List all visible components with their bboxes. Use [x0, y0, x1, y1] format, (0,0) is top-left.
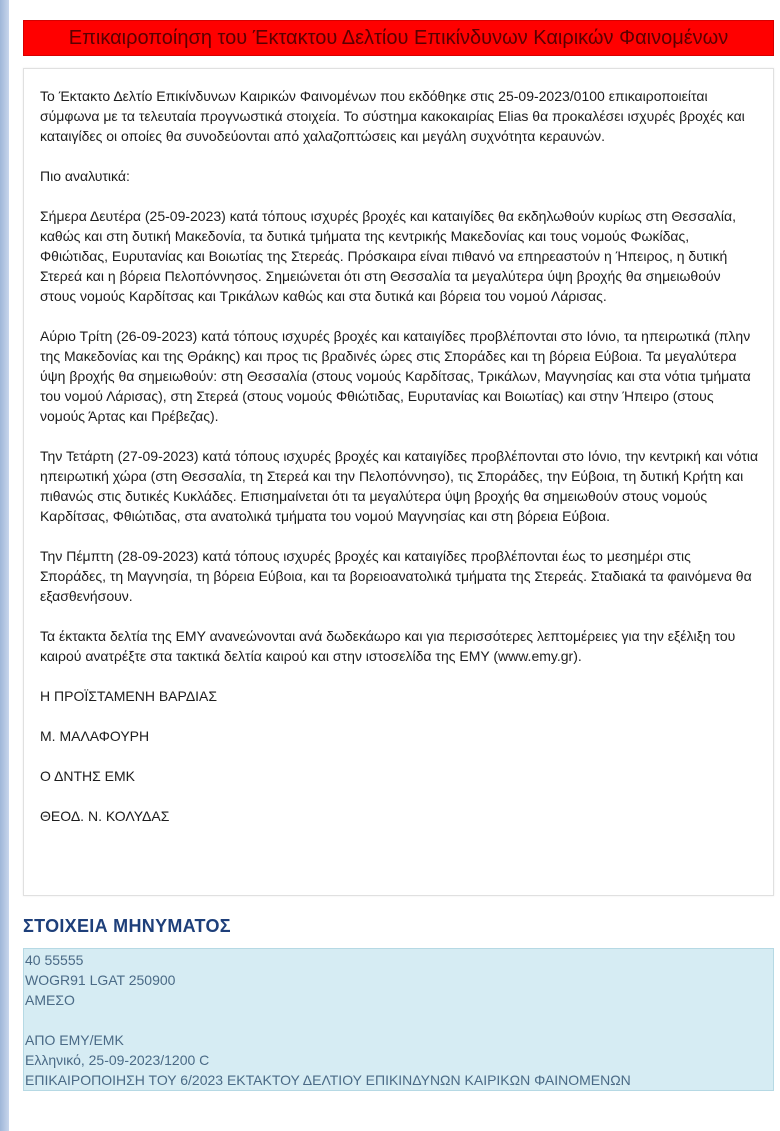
bulletin-paragraph: Την Τετάρτη (27-09-2023) κατά τόπους ισχυρές βροχές και καταιγίδες προβλέπονται στο Ιόνιο, την κεντρική και νότια ηπειρωτική χώρα (στη Θεσσαλία, τη Στερεά και την Πελοπόννησο), τις Σποράδες, την Εύβοια, τη δυτική Κρήτη και πιθανώς στις δυτικές Κυκλάδες. Επισημαίνεται ότι τα μεγαλύτερα ύψη βροχής θα σημειωθούν στους νομούς Καρδίτσας, Φθιώτιδας, στα ανατολικά τμήματα του νομού Μαγνησίας και στη βόρεια Εύβοια.	[40, 448, 759, 524]
left-edge-strip	[0, 0, 9, 1131]
bulletin-paragraph: Πιο αναλυτικά:	[40, 168, 130, 184]
message-line: WOGR91 LGAT 250900	[25, 972, 176, 988]
bulletin-paragraph: Το Έκτακτο Δελτίο Επικίνδυνων Καιρικών Φαινομένων που εκδόθηκε στις 25-09-2023/0100 επικαιροποιείται σύμφωνα με τα τελευταία προγνωστικά στοιχεία. Το σύστημα κακοκαιρίας Elias θα προκαλέσει ισχυρές βροχές και καταιγίδες οι οποίες θα συνοδεύονται από χαλαζοπτώσεις και μεγάλη συχνότητα κεραυνών.	[40, 88, 745, 144]
message-details-heading: ΣΤΟΙΧΕΙΑ ΜΗΝΥΜΑΤΟΣ	[23, 916, 231, 936]
message-line: Ελληνικό, 25-09-2023/1200 C	[25, 1052, 210, 1068]
bulletin-paragraph: Τα έκτακτα δελτία της ΕΜΥ ανανεώνονται ανά δωδεκάωρο και για περισσότερες λεπτομέρειες για την εξέλιξη του καιρού ανατρέξτε στα τακτικά δελτία καιρού και στην ιστοσελίδα της ΕΜΥ (www.emy.gr).	[40, 628, 736, 664]
signature-name-shift-head: Μ. ΜΑΛΑΦΟΥΡΗ	[40, 728, 150, 744]
message-line: 40 55555	[25, 952, 84, 968]
bulletin-paragraph: Αύριο Τρίτη (26-09-2023) κατά τόπους ισχυρές βροχές και καταιγίδες προβλέπονται στο Ιόνιο, τα ηπειρωτικά (πλην της Μακεδονίας και της Θράκης) και προς τις βραδινές ώρες στις Σποράδες και τη βόρεια Εύβοια. Τα μεγαλύτερα ύψη βροχής θα σημειωθούν: στη Θεσσαλία (στους νομούς Καρδίτσας, Τρικάλων, Μαγνησίας και στα νότια τμήματα του νομού Λάρισας), στη Στερεά (στους νομούς Φθιώτιδας, Ευρυτανίας και Βοιωτίας) και στην Ήπειρο (στους νομούς Άρτας και Πρέβεζας).	[40, 328, 751, 424]
signature-role-shift-head: Η ΠΡΟΪΣΤΑΜΕΝΗ ΒΑΡΔΙΑΣ	[40, 688, 218, 704]
message-details-box	[23, 948, 774, 1091]
message-line: ΑΜΕΣΟ	[25, 992, 75, 1008]
bulletin-title: Επικαιροποίηση του Έκτακτου Δελτίου Επικίνδυνων Καιρικών Φαινομένων	[23, 20, 774, 56]
signature-role-director: Ο ΔΝΤΗΣ ΕΜΚ	[40, 768, 136, 784]
message-spacer	[25, 1010, 771, 1030]
message-line: ΑΠΟ ΕΜΥ/ΕΜΚ	[25, 1032, 124, 1048]
bulletin-paragraph: Την Πέμπτη (28-09-2023) κατά τόπους ισχυρές βροχές και καταιγίδες προβλέπονται έως το μεσημέρι στις Σποράδες, τη Μαγνησία, τη βόρεια Εύβοια, και τα βορειοανατολικά τμήματα της Στερεάς. Σταδιακά τα φαινόμενα θα εξασθενήσουν.	[40, 548, 752, 604]
bulletin-body	[23, 68, 774, 896]
signature-name-director: ΘΕΟΔ. Ν. ΚΟΛΥΔΑΣ	[40, 808, 170, 824]
bulletin-page	[23, 20, 774, 1091]
bulletin-paragraph: Σήμερα Δευτέρα (25-09-2023) κατά τόπους ισχυρές βροχές και καταιγίδες θα εκδηλωθούν κυρίως στη Θεσσαλία, καθώς και στη δυτική Μακεδονία, τα δυτικά τμήματα της κεντρικής Μακεδονίας και τους νομούς Φωκίδας, Φθιώτιδας, Ευρυτανίας και Βοιωτίας της Στερεάς. Πρόσκαιρα είναι πιθανό να επηρεαστούν η Ήπειρος, η δυτική Στερεά και η βόρεια Πελοπόννησος. Σημειώνεται ότι στη Θεσσαλία τα μεγαλύτερα ύψη βροχής θα σημειωθούν στους νομούς Καρδίτσας και Τρικάλων καθώς και στα δυτικά και βόρεια του νομού Λάρισας.	[40, 208, 737, 304]
message-line: ΕΠΙΚΑΙΡΟΠΟΙΗΣΗ ΤΟΥ 6/2023 ΕΚΤΑΚΤΟΥ ΔΕΛΤΙΟΥ ΕΠΙΚΙΝΔΥΝΩΝ ΚΑΙΡΙΚΩΝ ΦΑΙΝΟΜΕΝΩΝ	[25, 1072, 631, 1088]
